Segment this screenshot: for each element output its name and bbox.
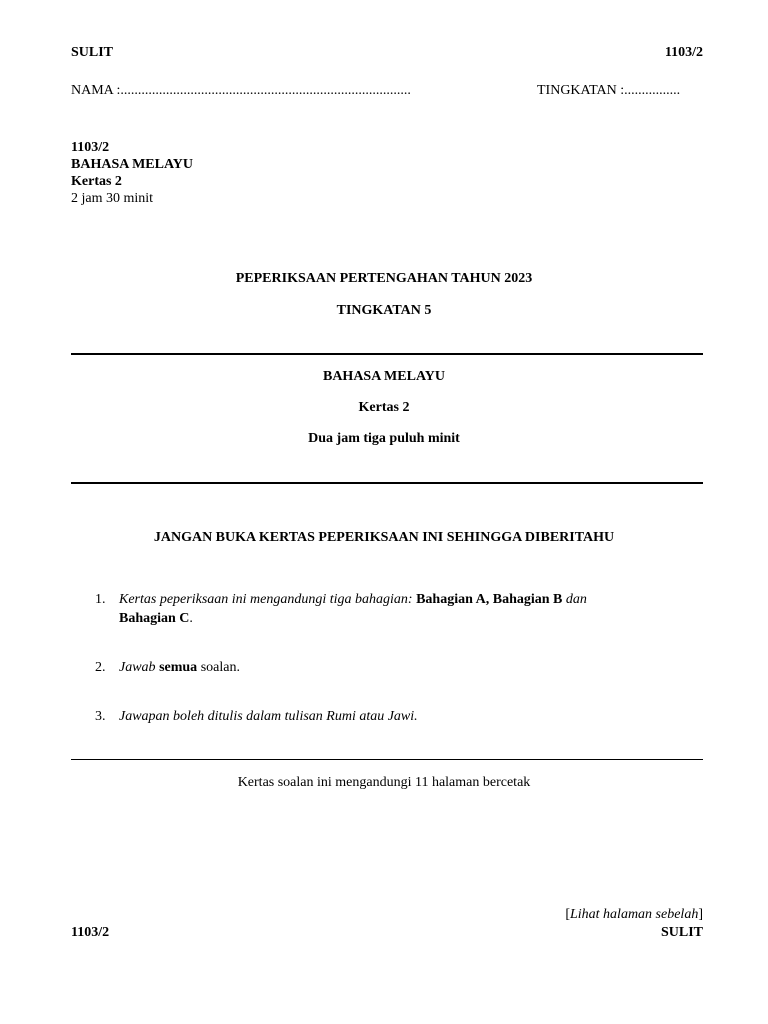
instruction-emphasis: Bahagian A, Bahagian B <box>416 592 563 607</box>
subject-paper: Kertas 2 <box>358 400 410 415</box>
next-page-note <box>565 906 703 923</box>
instruction-text-part: soalan. <box>200 660 240 675</box>
instruction-number: 2. <box>95 660 106 675</box>
bracket-close: ] <box>698 907 703 922</box>
subject-duration: Dua jam tiga puluh minit <box>308 431 460 446</box>
warning-text: JANGAN BUKA KERTAS PEPERIKSAAN INI SEHINGGA DIBERITAHU <box>153 530 615 545</box>
instruction-emphasis: Bahagian C <box>119 611 190 626</box>
instruction-number: 1. <box>95 592 106 607</box>
instruction-text-part: dan <box>565 592 587 607</box>
subject-title: BAHASA MELAYU <box>322 369 445 384</box>
divider-bottom <box>71 759 703 760</box>
instruction-number: 3. <box>95 709 106 724</box>
instruction-text-part: Jawab <box>119 660 156 675</box>
exam-form: TINGKATAN 5 <box>336 303 432 318</box>
divider-top <box>71 353 703 355</box>
instruction-text <box>119 590 587 628</box>
instruction-text <box>119 658 240 677</box>
instruction-text-part: Kertas peperiksaan ini mengandungi tiga bahagian: <box>119 592 413 607</box>
instruction-emphasis: semua <box>159 660 198 675</box>
bracket-open: [ <box>565 907 570 922</box>
instruction-text: Jawapan boleh ditulis dalam tulisan Rumi atau Jawi. <box>119 709 418 724</box>
instruction-text-part: . <box>189 611 193 626</box>
form-field[interactable]: TINGKATAN :................ <box>537 83 681 98</box>
next-page-text: Lihat halaman sebelah <box>569 907 699 922</box>
name-field[interactable]: NAMA :................................................................................... <box>71 83 411 98</box>
exam-title: PEPERIKSAAN PERTENGAHAN TAHUN 2023 <box>235 271 533 286</box>
paper-info-paper: Kertas 2 <box>71 174 122 189</box>
paper-info-subject: BAHASA MELAYU <box>71 157 194 172</box>
paper-info-code: 1103/2 <box>71 140 110 155</box>
divider-middle <box>71 482 703 484</box>
paper-code-bottom: 1103/2 <box>71 925 110 940</box>
page-count-note: Kertas soalan ini mengandungi 11 halaman bercetak <box>237 775 531 790</box>
paper-code-top: 1103/2 <box>664 45 703 60</box>
classification-top: SULIT <box>71 45 114 60</box>
classification-bottom: SULIT <box>660 925 703 940</box>
paper-info-duration: 2 jam 30 minit <box>71 191 154 206</box>
